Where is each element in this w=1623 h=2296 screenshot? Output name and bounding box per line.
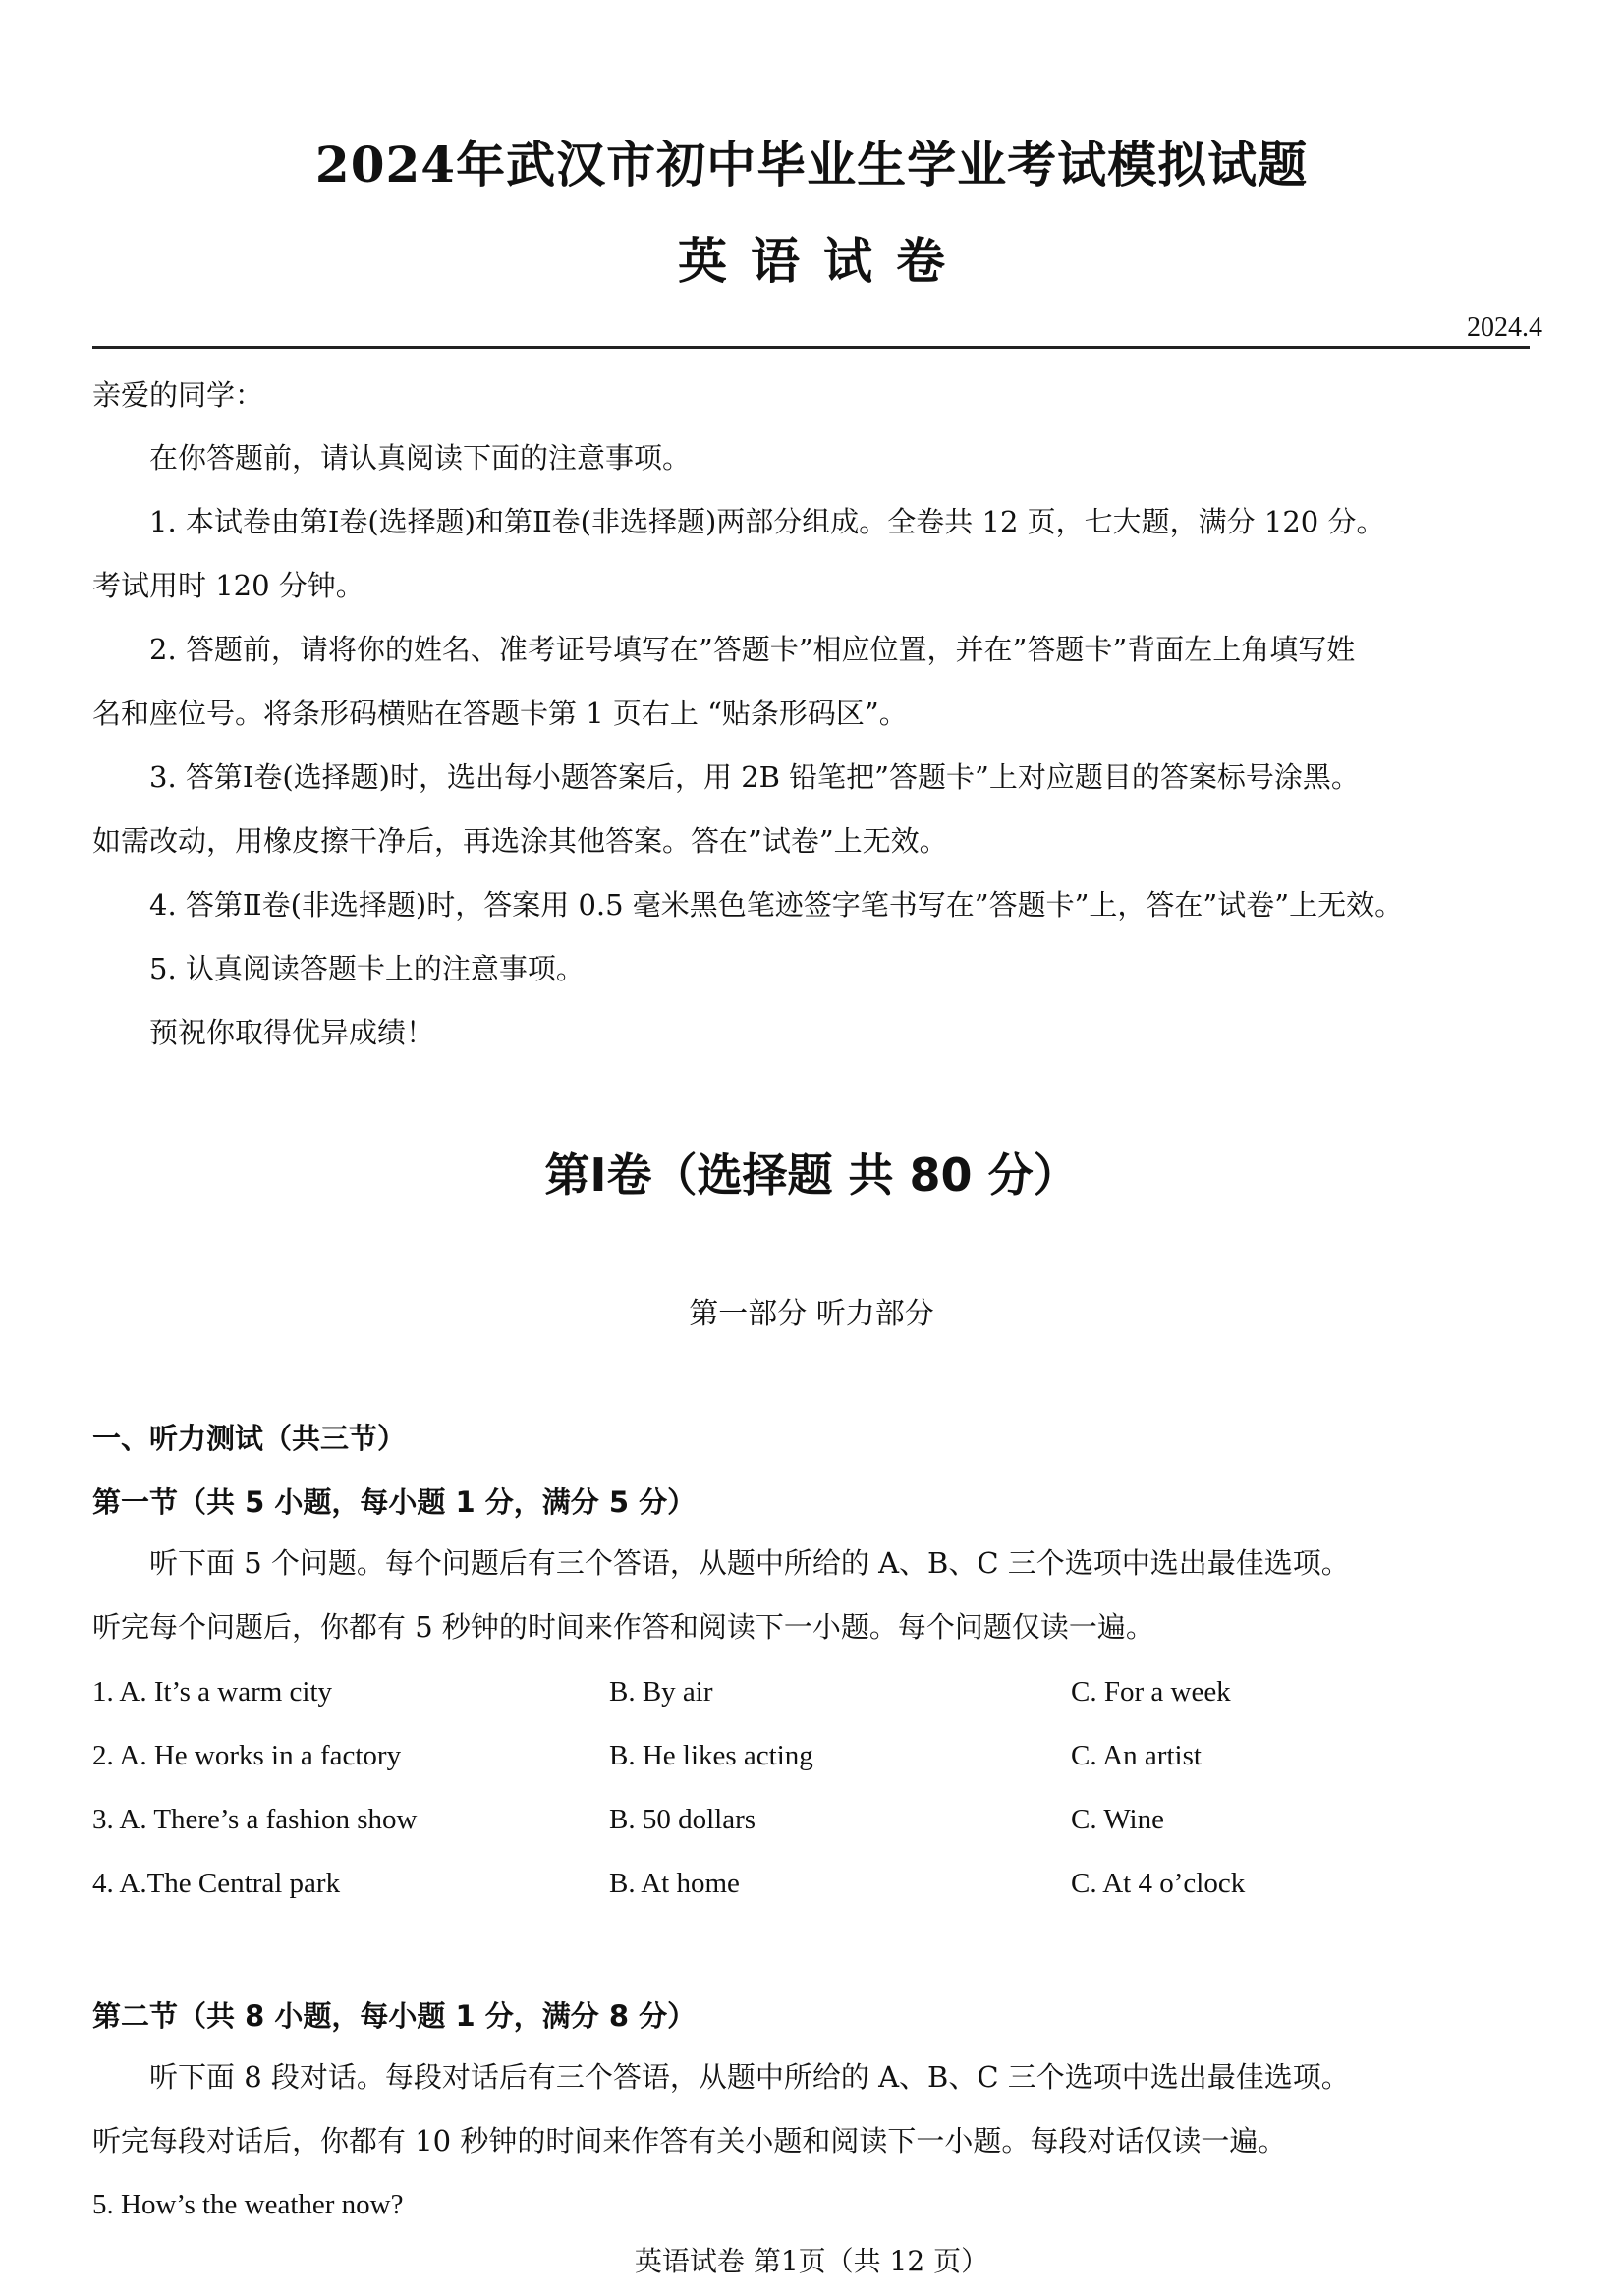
notice-intro: 在你答题前，请认真阅读下面的注意事项。	[149, 441, 692, 475]
option-b: B. He likes acting	[609, 1740, 813, 1771]
notice-item-4: 4. 答第Ⅱ卷(非选择题)时，答案用 0.5 毫米黑色笔迹签字笔书写在”答题卡”上，答在”试卷”上无效。	[149, 888, 1404, 922]
option-a: 3. A. There’s a fashion show	[92, 1804, 418, 1835]
exam-title: 2024年武汉市初中毕业生学业考试模拟试题	[314, 136, 1309, 194]
section1-instruction-a: 听下面 5 个问题。每个问题后有三个答语，从题中所给的 A、B、C 三个选项中选出最佳选项。	[149, 1546, 1350, 1580]
notice-wish: 预祝你取得优异成绩！	[149, 1016, 435, 1049]
listening-heading: 一、听力测试（共三节）	[92, 1422, 407, 1455]
notice-item-2a: 2. 答题前，请将你的姓名、准考证号填写在”答题卡”相应位置，并在”答题卡”背面左上角填写姓	[149, 633, 1356, 666]
header-divider	[92, 346, 1530, 349]
section1-instruction-b: 听完每个问题后，你都有 5 秒钟的时间来作答和阅读下一小题。每个问题仅读一遍。	[92, 1610, 1154, 1644]
notice-item-1a: 1. 本试卷由第Ⅰ卷(选择题)和第Ⅱ卷(非选择题)两部分组成。全卷共 12 页，七大题，满分 120 分。	[149, 505, 1385, 538]
option-b: B. 50 dollars	[609, 1804, 756, 1835]
notice-item-1b: 考试用时 120 分钟。	[92, 569, 364, 602]
option-a: 4. A.The Central park	[92, 1868, 341, 1899]
option-a: 2. A. He works in a factory	[92, 1740, 402, 1771]
notice-greeting: 亲爱的同学：	[92, 378, 264, 412]
section2-heading: 第二节（共 8 小题，每小题 1 分，满分 8 分）	[92, 1999, 697, 2033]
option-c: C. An artist	[1071, 1740, 1202, 1771]
notice-item-3a: 3. 答第Ⅰ卷(选择题)时，选出每小题答案后，用 2B 铅笔把”答题卡”上对应题目的答案标号涂黑。	[149, 760, 1360, 794]
notice-item-5: 5. 认真阅读答题卡上的注意事项。	[149, 952, 585, 985]
section2-instruction-a: 听下面 8 段对话。每段对话后有三个答语，从题中所给的 A、B、C 三个选项中选出最佳选项。	[149, 2060, 1350, 2094]
option-c: C. For a week	[1071, 1676, 1231, 1708]
page-footer: 英语试卷 第1页（共 12 页）	[634, 2245, 989, 2277]
section2-instruction-b: 听完每段对话后，你都有 10 秒钟的时间来作答有关小题和阅读下一小题。每段对话仅读一遍。	[92, 2124, 1287, 2157]
exam-subtitle: 英语试卷	[678, 232, 969, 290]
exam-date: 2024.4	[1467, 312, 1542, 343]
option-c: C. Wine	[1071, 1804, 1164, 1835]
volume-heading: 第Ⅰ卷（选择题 共 80 分）	[544, 1148, 1079, 1202]
section1-heading: 第一节（共 5 小题，每小题 1 分，满分 5 分）	[92, 1485, 697, 1519]
part-heading: 第一部分 听力部分	[689, 1297, 934, 1331]
notice-item-2b: 名和座位号。将条形码横贴在答题卡第 1 页右上 “贴条形码区”。	[92, 697, 908, 730]
question-5: 5. How’s the weather now?	[92, 2189, 404, 2220]
option-a: 1. A. It’s a warm city	[92, 1676, 333, 1708]
option-c: C. At 4 o’clock	[1071, 1868, 1246, 1899]
option-b: B. At home	[609, 1868, 740, 1899]
notice-item-3b: 如需改动，用橡皮擦干净后，再选涂其他答案。答在”试卷”上无效。	[92, 824, 948, 858]
option-b: B. By air	[609, 1676, 713, 1708]
